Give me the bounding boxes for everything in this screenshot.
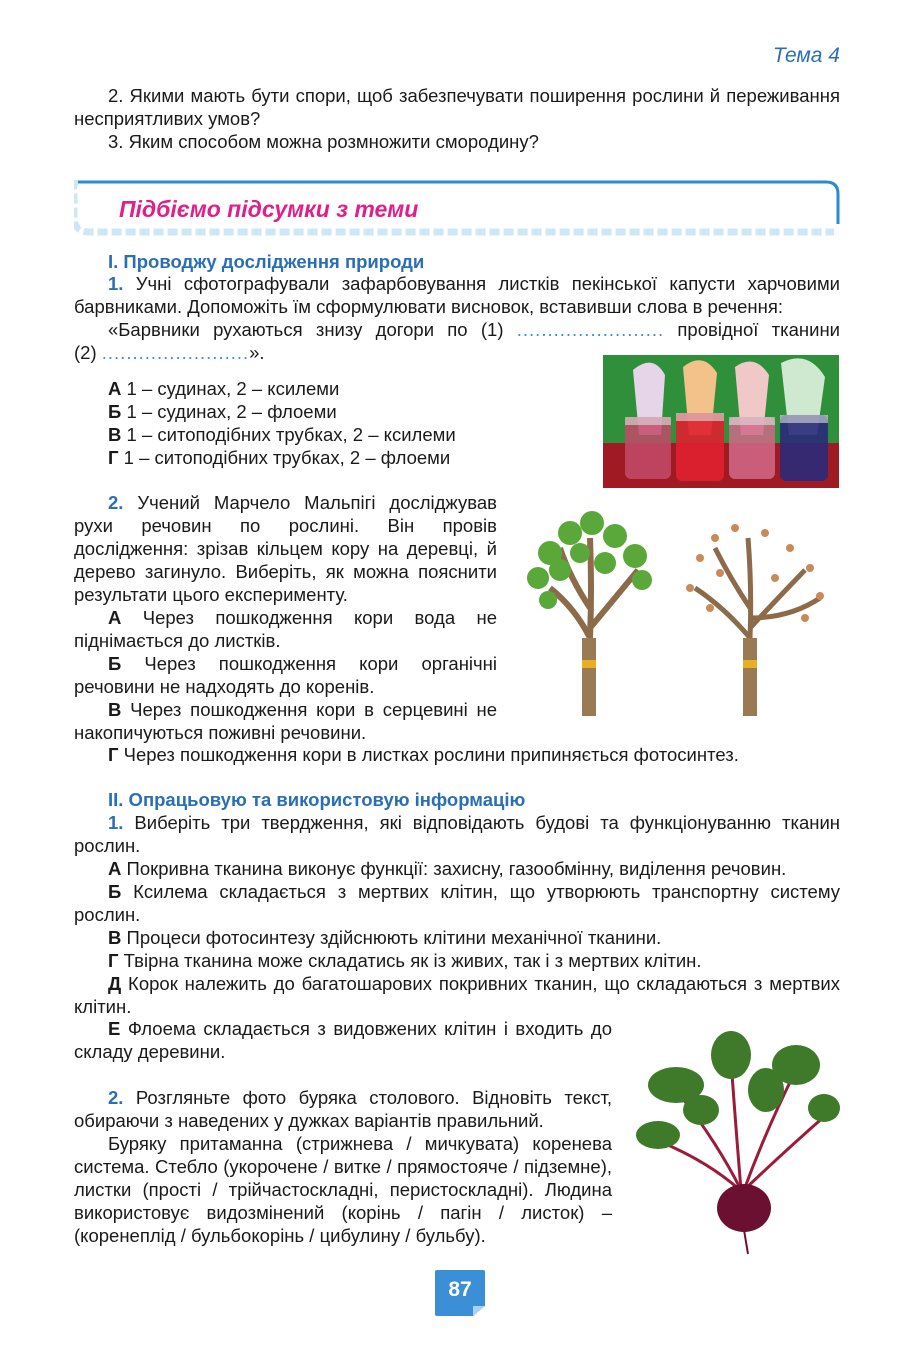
- s1-q2-option-v: В Через пошкодження кори в серцевині не накопичуються поживні речовини.: [74, 699, 497, 743]
- page-number: 87: [448, 1278, 472, 1301]
- s2-q2-text: Розгляньте фото буряка столового. Відновіть текст, обираючи з наведених у дужках варіантів правильний.: [74, 1087, 613, 1131]
- s2-q2-num: 2.: [108, 1087, 124, 1108]
- s1-q2-option-b: Б Через пошкодження кори органічні речовини не надходять до коренів.: [74, 653, 497, 697]
- top-questions: [74, 84, 840, 153]
- s1-q1-num: 1.: [108, 273, 124, 294]
- s1-q1-sentence-b: провідної тканини: [677, 319, 841, 340]
- question-2: 2. Якими мають бути спори, щоб забезпечувати поширення рослини й переживання несприятливих умов?: [74, 85, 840, 129]
- option-a: А 1 – судинах, 2 – ксилеми: [108, 378, 340, 399]
- option-g: Г 1 – ситоподібних трубках, 2 – флоеми: [108, 447, 451, 468]
- s2-q1-option-a: А Покривна тканина виконує функції: захисну, газообмінну, виділення речовин.: [108, 858, 787, 879]
- s2-q1-text: Виберіть три твердження, які відповідають будові та функціонуванню тканин рослин.: [74, 812, 841, 856]
- s2-q1-option-g: Г Твірна тканина може складатись як із живих, так і з мертвих клітин.: [108, 950, 702, 971]
- s1-q1-sentence-c: (2): [74, 342, 97, 363]
- blank-2: ........................: [101, 342, 250, 363]
- blank-1: ........................: [516, 319, 665, 340]
- option-v: В 1 – ситоподібних трубках, 2 – ксилеми: [108, 424, 456, 445]
- s1-q1-text: Учні сфотографували зафарбовування листків пекінської капусти харчовими барвниками. Допоможіть їм сформулювати висновок, вставивши слова в речення:: [74, 273, 841, 317]
- s2-q1-option-v: В Процеси фотосинтезу здійснюють клітини механічної тканини.: [108, 927, 662, 948]
- section1-heading: І. Проводжу дослідження природи: [108, 251, 425, 272]
- trees-illustration: [520, 508, 840, 718]
- s2-q1-option-d: Д Корок належить до багатошарових покривних тканин, що складаються з мертвих клітин.: [74, 973, 841, 1017]
- summary-banner: [74, 180, 840, 236]
- theme-label: Тема 4: [772, 44, 840, 67]
- s2-q2-body: Буряку притаманна (стрижнева / мичкувата) коренева система. Стебло (укорочене / витке / прямостояче / підземне), листки (прості / трійчастоскладні, перистоскладні). Людина використовує видозмінений (корінь / пагін / листок) – (коренеплід / бульбокорінь / цибулину / бульбу).: [74, 1133, 612, 1246]
- s1-q1-sentence-end: ».: [249, 342, 265, 363]
- s1-q2-option-g: Г Через пошкодження кори в листках рослини припиняється фотосинтез.: [108, 744, 739, 765]
- banner-title: Підбіємо підсумки з теми: [119, 196, 419, 222]
- s1-q1-sentence-a: «Барвники рухаються знизу догори по (1): [108, 319, 504, 340]
- s2-q1: [74, 811, 840, 1018]
- cabbage-jars-photo: [603, 355, 839, 488]
- s1-q2-option-a: А Через пошкодження кори вода не піднімається до листків.: [74, 607, 497, 651]
- s1-q2: [74, 491, 497, 744]
- s2-q1-num: 1.: [108, 812, 124, 833]
- page-number-badge: [433, 1268, 487, 1318]
- section2-heading: ІІ. Опрацьовую та використовую інформацію: [108, 789, 526, 810]
- s1-q2-text: Учений Марчело Мальпігі досліджував рухи речовин по рослині. Він провів дослідження: зрізав кільцем кору на деревці, й дерево загинуло. Виберіть, як можна пояснити результати цього експерименту.: [74, 492, 497, 605]
- s2-q1-option-b: Б Ксилема складається з мертвих клітин, що утворюють транспортну систему рослин.: [74, 881, 841, 925]
- beet-photo: [636, 1030, 840, 1255]
- question-3: 3. Яким способом можна розмножити смородину?: [108, 131, 539, 152]
- s1-q1: [74, 272, 840, 364]
- s2-q2: [74, 1086, 612, 1247]
- s1-q2-num: 2.: [108, 492, 124, 513]
- s2-q1-option-e: Е Флоема складається з видовжених клітин і входить до складу деревини.: [74, 1018, 612, 1062]
- s1-q1-options: [108, 377, 578, 469]
- option-b: Б 1 – судинах, 2 – флоеми: [108, 401, 337, 422]
